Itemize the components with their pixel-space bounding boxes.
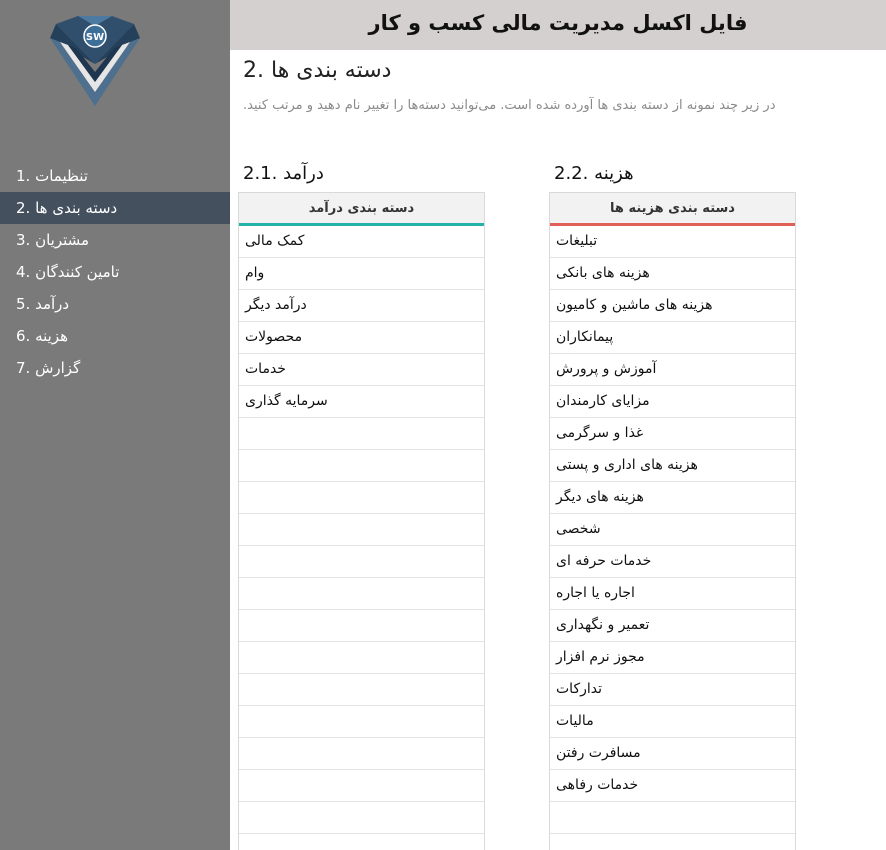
expense-category-cell[interactable]: تبلیغات	[550, 226, 795, 258]
income-category-cell[interactable]: درآمد دیگر	[239, 290, 484, 322]
income-column-header: دسته بندی درآمد	[239, 192, 484, 226]
expense-category-cell[interactable]: مجوز نرم افزار	[550, 642, 795, 674]
expense-category-cell[interactable]: خدمات حرفه ای	[550, 546, 795, 578]
sidebar-item-5[interactable]: درآمد .5	[16, 295, 70, 313]
income-category-cell[interactable]	[239, 482, 484, 514]
income-category-cell[interactable]	[239, 834, 484, 850]
expense-category-cell[interactable]: خدمات رفاهی	[550, 770, 795, 802]
sidebar-item-6[interactable]: هزینه .6	[16, 327, 69, 345]
expense-category-cell[interactable]: هزینه های دیگر	[550, 482, 795, 514]
expense-category-cell[interactable]: تعمیر و نگهداری	[550, 610, 795, 642]
expense-category-cell[interactable]	[550, 834, 795, 850]
income-category-cell[interactable]	[239, 674, 484, 706]
income-section-title: درآمد .2.1	[243, 163, 324, 184]
income-category-cell[interactable]: سرمایه گذاری	[239, 386, 484, 418]
expense-category-cell[interactable]: هزینه های بانکی	[550, 258, 795, 290]
expense-category-cell[interactable]: اجاره یا اجاره	[550, 578, 795, 610]
expense-category-cell[interactable]: مالیات	[550, 706, 795, 738]
income-category-cell[interactable]: کمک مالی	[239, 226, 484, 258]
expense-category-cell[interactable]: پیمانکاران	[550, 322, 795, 354]
income-category-cell[interactable]	[239, 738, 484, 770]
income-category-cell[interactable]	[239, 802, 484, 834]
expense-section-title: هزینه .2.2	[554, 163, 634, 184]
sidebar-nav	[0, 160, 230, 384]
expense-category-cell[interactable]: مسافرت رفتن	[550, 738, 795, 770]
income-category-cell[interactable]	[239, 450, 484, 482]
header-bar	[230, 0, 886, 50]
app-title: فایل اکسل مدیریت مالی کسب و کار	[368, 11, 748, 35]
sidebar	[0, 0, 230, 850]
income-category-cell[interactable]: خدمات	[239, 354, 484, 386]
income-category-cell[interactable]	[239, 610, 484, 642]
logo-text: SW	[85, 32, 105, 43]
income-category-cell[interactable]	[239, 578, 484, 610]
sidebar-item-2[interactable]: دسته بندی ها .2	[0, 192, 230, 224]
expense-category-cell[interactable]: مزایای کارمندان	[550, 386, 795, 418]
expense-category-cell[interactable]: تدارکات	[550, 674, 795, 706]
expense-category-cell[interactable]	[550, 802, 795, 834]
income-category-cell[interactable]: وام	[239, 258, 484, 290]
expense-category-cell[interactable]: هزینه های اداری و پستی	[550, 450, 795, 482]
sidebar-item-1[interactable]: تنظیمات .1	[16, 167, 88, 185]
sidebar-item-7[interactable]: گزارش .7	[16, 359, 81, 377]
expense-category-cell[interactable]: هزینه های ماشین و کامیون	[550, 290, 795, 322]
sidebar-item-4[interactable]: تامین کنندگان .4	[16, 263, 120, 281]
expense-column-header: دسته بندی هزینه ها	[550, 192, 795, 226]
sidebar-item-3[interactable]: مشتریان .3	[16, 231, 90, 249]
income-category-cell[interactable]	[239, 770, 484, 802]
income-category-cell[interactable]	[239, 418, 484, 450]
expense-category-cell[interactable]: آموزش و پرورش	[550, 354, 795, 386]
income-category-cell[interactable]	[239, 546, 484, 578]
page-title: دسته بندی ها .2	[243, 58, 392, 83]
income-category-cell[interactable]	[239, 642, 484, 674]
income-category-cell[interactable]: محصولات	[239, 322, 484, 354]
expense-category-cell[interactable]: غذا و سرگرمی	[550, 418, 795, 450]
page-description: در زیر چند نمونه از دسته بندی ها آورده شده است. می‌توانید دسته‌ها را تغییر نام دهید و مرتب کنید.	[243, 98, 776, 113]
expense-categories-table	[549, 192, 796, 850]
expense-category-cell[interactable]: شخصی	[550, 514, 795, 546]
income-categories-table	[238, 192, 485, 850]
diamond-logo-icon	[48, 12, 142, 108]
income-category-cell[interactable]	[239, 706, 484, 738]
income-category-cell[interactable]	[239, 514, 484, 546]
